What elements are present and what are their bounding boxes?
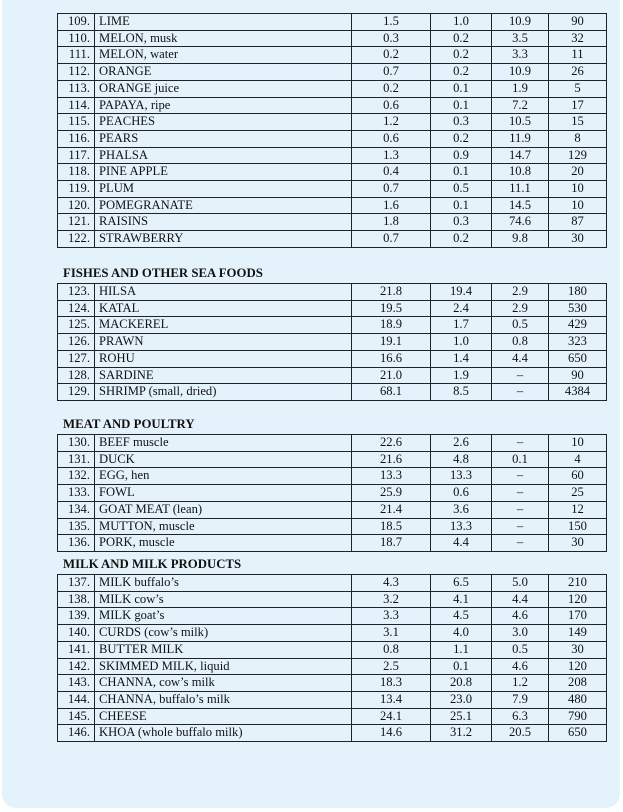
- value-col-3: –: [492, 501, 549, 518]
- value-col-1: 1.5: [352, 14, 431, 31]
- value-col-1: 1.8: [352, 214, 431, 231]
- value-col-2: 0.2: [431, 64, 492, 81]
- value-col-2: 2.4: [431, 300, 492, 317]
- item-number: 134.: [58, 501, 95, 518]
- value-col-2: 13.3: [431, 468, 492, 485]
- food-name: EGG, hen: [95, 468, 352, 485]
- value-col-3: 4.4: [492, 350, 549, 367]
- value-col-4: 4384: [549, 384, 607, 401]
- item-number: 132.: [58, 468, 95, 485]
- value-col-2: 0.9: [431, 147, 492, 164]
- item-number: 125.: [58, 317, 95, 334]
- table-row: [58, 197, 607, 214]
- value-col-2: 0.1: [431, 80, 492, 97]
- table-row: [58, 367, 607, 384]
- value-col-4: 5: [549, 80, 607, 97]
- item-number: 124.: [58, 300, 95, 317]
- value-col-4: 480: [549, 691, 607, 708]
- food-name: STRAWBERRY: [95, 231, 352, 248]
- value-col-4: 208: [549, 675, 607, 692]
- value-col-2: 20.8: [431, 675, 492, 692]
- value-col-3: 10.8: [492, 164, 549, 181]
- value-col-1: 24.1: [352, 708, 431, 725]
- item-number: 117.: [58, 147, 95, 164]
- food-name: CHEESE: [95, 708, 352, 725]
- item-number: 118.: [58, 164, 95, 181]
- value-col-1: 3.3: [352, 608, 431, 625]
- section-title-milk: MILK AND MILK PRODUCTS: [63, 557, 242, 571]
- food-name: ORANGE juice: [95, 80, 352, 97]
- value-col-1: 68.1: [352, 384, 431, 401]
- value-col-2: 23.0: [431, 691, 492, 708]
- food-name: MELON, musk: [95, 30, 352, 47]
- value-col-4: 650: [549, 725, 607, 742]
- value-col-3: 5.0: [492, 575, 549, 592]
- item-number: 136.: [58, 535, 95, 552]
- item-number: 119.: [58, 181, 95, 198]
- value-col-1: 0.8: [352, 641, 431, 658]
- value-col-2: 1.9: [431, 367, 492, 384]
- item-number: 140.: [58, 625, 95, 642]
- value-col-2: 0.2: [431, 231, 492, 248]
- item-number: 146.: [58, 725, 95, 742]
- table-row: [58, 97, 607, 114]
- table-row: [58, 214, 607, 231]
- item-number: 123.: [58, 284, 95, 301]
- item-number: 113.: [58, 80, 95, 97]
- value-col-4: 32: [549, 30, 607, 47]
- table-row: [58, 350, 607, 367]
- value-col-3: 3.3: [492, 47, 549, 64]
- value-col-1: 0.4: [352, 164, 431, 181]
- value-col-1: 18.5: [352, 518, 431, 535]
- item-number: 131.: [58, 451, 95, 468]
- value-col-2: 4.8: [431, 451, 492, 468]
- value-col-1: 22.6: [352, 435, 431, 452]
- value-col-2: 0.6: [431, 485, 492, 502]
- food-name: ORANGE: [95, 64, 352, 81]
- value-col-4: 170: [549, 608, 607, 625]
- item-number: 129.: [58, 384, 95, 401]
- food-name: MACKEREL: [95, 317, 352, 334]
- value-col-2: 0.1: [431, 197, 492, 214]
- food-name: PEACHES: [95, 114, 352, 131]
- value-col-2: 0.3: [431, 114, 492, 131]
- value-col-1: 1.2: [352, 114, 431, 131]
- value-col-3: 7.9: [492, 691, 549, 708]
- table-row: [58, 535, 607, 552]
- value-col-4: 60: [549, 468, 607, 485]
- value-col-3: –: [492, 485, 549, 502]
- value-col-2: 25.1: [431, 708, 492, 725]
- value-col-4: 150: [549, 518, 607, 535]
- food-name: SHRIMP (small, dried): [95, 384, 352, 401]
- table-row: [58, 435, 607, 452]
- value-col-3: 2.9: [492, 300, 549, 317]
- value-col-3: –: [492, 518, 549, 535]
- food-name: MILK buffalo’s: [95, 575, 352, 592]
- value-col-2: 0.2: [431, 47, 492, 64]
- value-col-1: 13.4: [352, 691, 431, 708]
- value-col-3: 0.1: [492, 451, 549, 468]
- value-col-1: 18.9: [352, 317, 431, 334]
- food-name: ROHU: [95, 350, 352, 367]
- value-col-3: 0.5: [492, 317, 549, 334]
- item-number: 120.: [58, 197, 95, 214]
- value-col-2: 1.4: [431, 350, 492, 367]
- item-number: 139.: [58, 608, 95, 625]
- food-name: MILK goat’s: [95, 608, 352, 625]
- value-col-1: 16.6: [352, 350, 431, 367]
- item-number: 109.: [58, 14, 95, 31]
- value-col-2: 0.3: [431, 214, 492, 231]
- table-row: [58, 485, 607, 502]
- value-col-4: 650: [549, 350, 607, 367]
- food-name: PRAWN: [95, 334, 352, 351]
- value-col-3: 14.7: [492, 147, 549, 164]
- table-row: [58, 147, 607, 164]
- value-col-1: 2.5: [352, 658, 431, 675]
- value-col-3: 0.8: [492, 334, 549, 351]
- value-col-2: 0.5: [431, 181, 492, 198]
- item-number: 115.: [58, 114, 95, 131]
- value-col-1: 21.8: [352, 284, 431, 301]
- table-row: [58, 317, 607, 334]
- value-col-4: 25: [549, 485, 607, 502]
- value-col-1: 0.6: [352, 97, 431, 114]
- value-col-4: 90: [549, 14, 607, 31]
- value-col-3: 6.3: [492, 708, 549, 725]
- value-col-4: 10: [549, 435, 607, 452]
- item-number: 144.: [58, 691, 95, 708]
- item-number: 114.: [58, 97, 95, 114]
- item-number: 122.: [58, 231, 95, 248]
- item-number: 126.: [58, 334, 95, 351]
- value-col-2: 4.0: [431, 625, 492, 642]
- value-col-4: 790: [549, 708, 607, 725]
- value-col-1: 25.9: [352, 485, 431, 502]
- value-col-4: 8: [549, 130, 607, 147]
- table-row: [58, 725, 607, 742]
- value-col-1: 1.3: [352, 147, 431, 164]
- table-row: [58, 300, 607, 317]
- meat-table: [57, 434, 607, 552]
- food-name: KATAL: [95, 300, 352, 317]
- value-col-2: 19.4: [431, 284, 492, 301]
- value-col-1: 18.7: [352, 535, 431, 552]
- value-col-1: 19.1: [352, 334, 431, 351]
- table-row: [58, 658, 607, 675]
- value-col-1: 1.6: [352, 197, 431, 214]
- item-number: 110.: [58, 30, 95, 47]
- item-number: 133.: [58, 485, 95, 502]
- table-row: [58, 64, 607, 81]
- value-col-2: 1.0: [431, 14, 492, 31]
- food-name: SKIMMED MILK, liquid: [95, 658, 352, 675]
- table-row: [58, 30, 607, 47]
- fruits-table: [57, 13, 607, 248]
- food-name: PEARS: [95, 130, 352, 147]
- value-col-2: 4.1: [431, 591, 492, 608]
- value-col-3: 10.9: [492, 14, 549, 31]
- value-col-2: 0.1: [431, 97, 492, 114]
- value-col-3: 1.9: [492, 80, 549, 97]
- table-row: [58, 334, 607, 351]
- value-col-3: –: [492, 384, 549, 401]
- table-row: [58, 501, 607, 518]
- value-col-4: 30: [549, 231, 607, 248]
- value-col-4: 11: [549, 47, 607, 64]
- table-row: [58, 14, 607, 31]
- table-row: [58, 384, 607, 401]
- table-row: [58, 130, 607, 147]
- value-col-2: 0.1: [431, 164, 492, 181]
- table-row: [58, 575, 607, 592]
- table-row: [58, 708, 607, 725]
- value-col-2: 1.7: [431, 317, 492, 334]
- item-number: 142.: [58, 658, 95, 675]
- value-col-3: –: [492, 435, 549, 452]
- value-col-1: 0.2: [352, 47, 431, 64]
- value-col-1: 18.3: [352, 675, 431, 692]
- value-col-2: 31.2: [431, 725, 492, 742]
- value-col-1: 0.2: [352, 80, 431, 97]
- food-name: RAISINS: [95, 214, 352, 231]
- value-col-3: 14.5: [492, 197, 549, 214]
- value-col-3: 1.2: [492, 675, 549, 692]
- item-number: 145.: [58, 708, 95, 725]
- value-col-2: 4.4: [431, 535, 492, 552]
- value-col-3: 11.1: [492, 181, 549, 198]
- table-row: [58, 625, 607, 642]
- value-col-4: 87: [549, 214, 607, 231]
- value-col-2: 13.3: [431, 518, 492, 535]
- item-number: 141.: [58, 641, 95, 658]
- value-col-3: 3.0: [492, 625, 549, 642]
- section-title-meat: MEAT AND POULTRY: [63, 417, 195, 431]
- value-col-2: 1.0: [431, 334, 492, 351]
- item-number: 111.: [58, 47, 95, 64]
- value-col-3: 3.5: [492, 30, 549, 47]
- value-col-3: 10.5: [492, 114, 549, 131]
- value-col-2: 1.1: [431, 641, 492, 658]
- food-name: POMEGRANATE: [95, 197, 352, 214]
- value-col-2: 0.2: [431, 30, 492, 47]
- value-col-1: 3.2: [352, 591, 431, 608]
- table-row: [58, 451, 607, 468]
- value-col-1: 19.5: [352, 300, 431, 317]
- value-col-1: 0.7: [352, 64, 431, 81]
- value-col-3: 2.9: [492, 284, 549, 301]
- food-name: MUTTON, muscle: [95, 518, 352, 535]
- food-name: PHALSA: [95, 147, 352, 164]
- table-row: [58, 675, 607, 692]
- value-col-2: 3.6: [431, 501, 492, 518]
- table-row: [58, 284, 607, 301]
- value-col-4: 30: [549, 641, 607, 658]
- value-col-3: 0.5: [492, 641, 549, 658]
- food-name: GOAT MEAT (lean): [95, 501, 352, 518]
- food-name: HILSA: [95, 284, 352, 301]
- milk-table: [57, 574, 607, 742]
- value-col-1: 21.6: [352, 451, 431, 468]
- value-col-4: 15: [549, 114, 607, 131]
- value-col-1: 0.3: [352, 30, 431, 47]
- value-col-1: 21.4: [352, 501, 431, 518]
- food-name: CHANNA, buffalo’s milk: [95, 691, 352, 708]
- value-col-1: 0.7: [352, 231, 431, 248]
- item-number: 128.: [58, 367, 95, 384]
- value-col-2: 0.1: [431, 658, 492, 675]
- value-col-4: 26: [549, 64, 607, 81]
- food-name: PORK, muscle: [95, 535, 352, 552]
- value-col-1: 21.0: [352, 367, 431, 384]
- value-col-4: 12: [549, 501, 607, 518]
- value-col-2: 6.5: [431, 575, 492, 592]
- food-name: PAPAYA, ripe: [95, 97, 352, 114]
- table-row: [58, 231, 607, 248]
- item-number: 138.: [58, 591, 95, 608]
- value-col-4: 129: [549, 147, 607, 164]
- value-col-4: 4: [549, 451, 607, 468]
- table-row: [58, 518, 607, 535]
- table-row: [58, 468, 607, 485]
- value-col-1: 0.6: [352, 130, 431, 147]
- item-number: 121.: [58, 214, 95, 231]
- value-col-1: 13.3: [352, 468, 431, 485]
- value-col-4: 10: [549, 197, 607, 214]
- value-col-3: 4.6: [492, 658, 549, 675]
- value-col-4: 10: [549, 181, 607, 198]
- value-col-4: 210: [549, 575, 607, 592]
- table-row: [58, 181, 607, 198]
- value-col-1: 0.7: [352, 181, 431, 198]
- value-col-2: 8.5: [431, 384, 492, 401]
- value-col-4: 323: [549, 334, 607, 351]
- food-name: PINE APPLE: [95, 164, 352, 181]
- food-name: PLUM: [95, 181, 352, 198]
- value-col-3: 74.6: [492, 214, 549, 231]
- value-col-4: 30: [549, 535, 607, 552]
- value-col-4: 120: [549, 658, 607, 675]
- item-number: 112.: [58, 64, 95, 81]
- item-number: 137.: [58, 575, 95, 592]
- food-name: SARDINE: [95, 367, 352, 384]
- value-col-3: 20.5: [492, 725, 549, 742]
- table-row: [58, 47, 607, 64]
- value-col-2: 2.6: [431, 435, 492, 452]
- food-name: FOWL: [95, 485, 352, 502]
- item-number: 127.: [58, 350, 95, 367]
- food-name: BEEF muscle: [95, 435, 352, 452]
- value-col-3: 4.6: [492, 608, 549, 625]
- table-row: [58, 591, 607, 608]
- item-number: 143.: [58, 675, 95, 692]
- value-col-2: 0.2: [431, 130, 492, 147]
- food-name: DUCK: [95, 451, 352, 468]
- table-row: [58, 641, 607, 658]
- fish-table: [57, 283, 607, 401]
- value-col-3: –: [492, 468, 549, 485]
- value-col-4: 90: [549, 367, 607, 384]
- table-row: [58, 608, 607, 625]
- table-row: [58, 164, 607, 181]
- food-name: LIME: [95, 14, 352, 31]
- food-name: CURDS (cow’s milk): [95, 625, 352, 642]
- item-number: 130.: [58, 435, 95, 452]
- value-col-1: 14.6: [352, 725, 431, 742]
- value-col-4: 120: [549, 591, 607, 608]
- value-col-4: 149: [549, 625, 607, 642]
- value-col-2: 4.5: [431, 608, 492, 625]
- value-col-3: –: [492, 535, 549, 552]
- value-col-3: 10.9: [492, 64, 549, 81]
- section-title-fish: FISHES AND OTHER SEA FOODS: [63, 266, 263, 280]
- table-row: [58, 691, 607, 708]
- item-number: 116.: [58, 130, 95, 147]
- value-col-1: 4.3: [352, 575, 431, 592]
- value-col-3: 7.2: [492, 97, 549, 114]
- value-col-4: 180: [549, 284, 607, 301]
- item-number: 135.: [58, 518, 95, 535]
- value-col-4: 530: [549, 300, 607, 317]
- value-col-3: 11.9: [492, 130, 549, 147]
- value-col-3: –: [492, 367, 549, 384]
- value-col-4: 429: [549, 317, 607, 334]
- food-name: KHOA (whole buffalo milk): [95, 725, 352, 742]
- value-col-4: 17: [549, 97, 607, 114]
- food-name: BUTTER MILK: [95, 641, 352, 658]
- food-name: CHANNA, cow’s milk: [95, 675, 352, 692]
- table-row: [58, 114, 607, 131]
- food-name: MILK cow’s: [95, 591, 352, 608]
- value-col-4: 20: [549, 164, 607, 181]
- value-col-3: 9.8: [492, 231, 549, 248]
- value-col-3: 4.4: [492, 591, 549, 608]
- table-row: [58, 80, 607, 97]
- food-name: MELON, water: [95, 47, 352, 64]
- value-col-1: 3.1: [352, 625, 431, 642]
